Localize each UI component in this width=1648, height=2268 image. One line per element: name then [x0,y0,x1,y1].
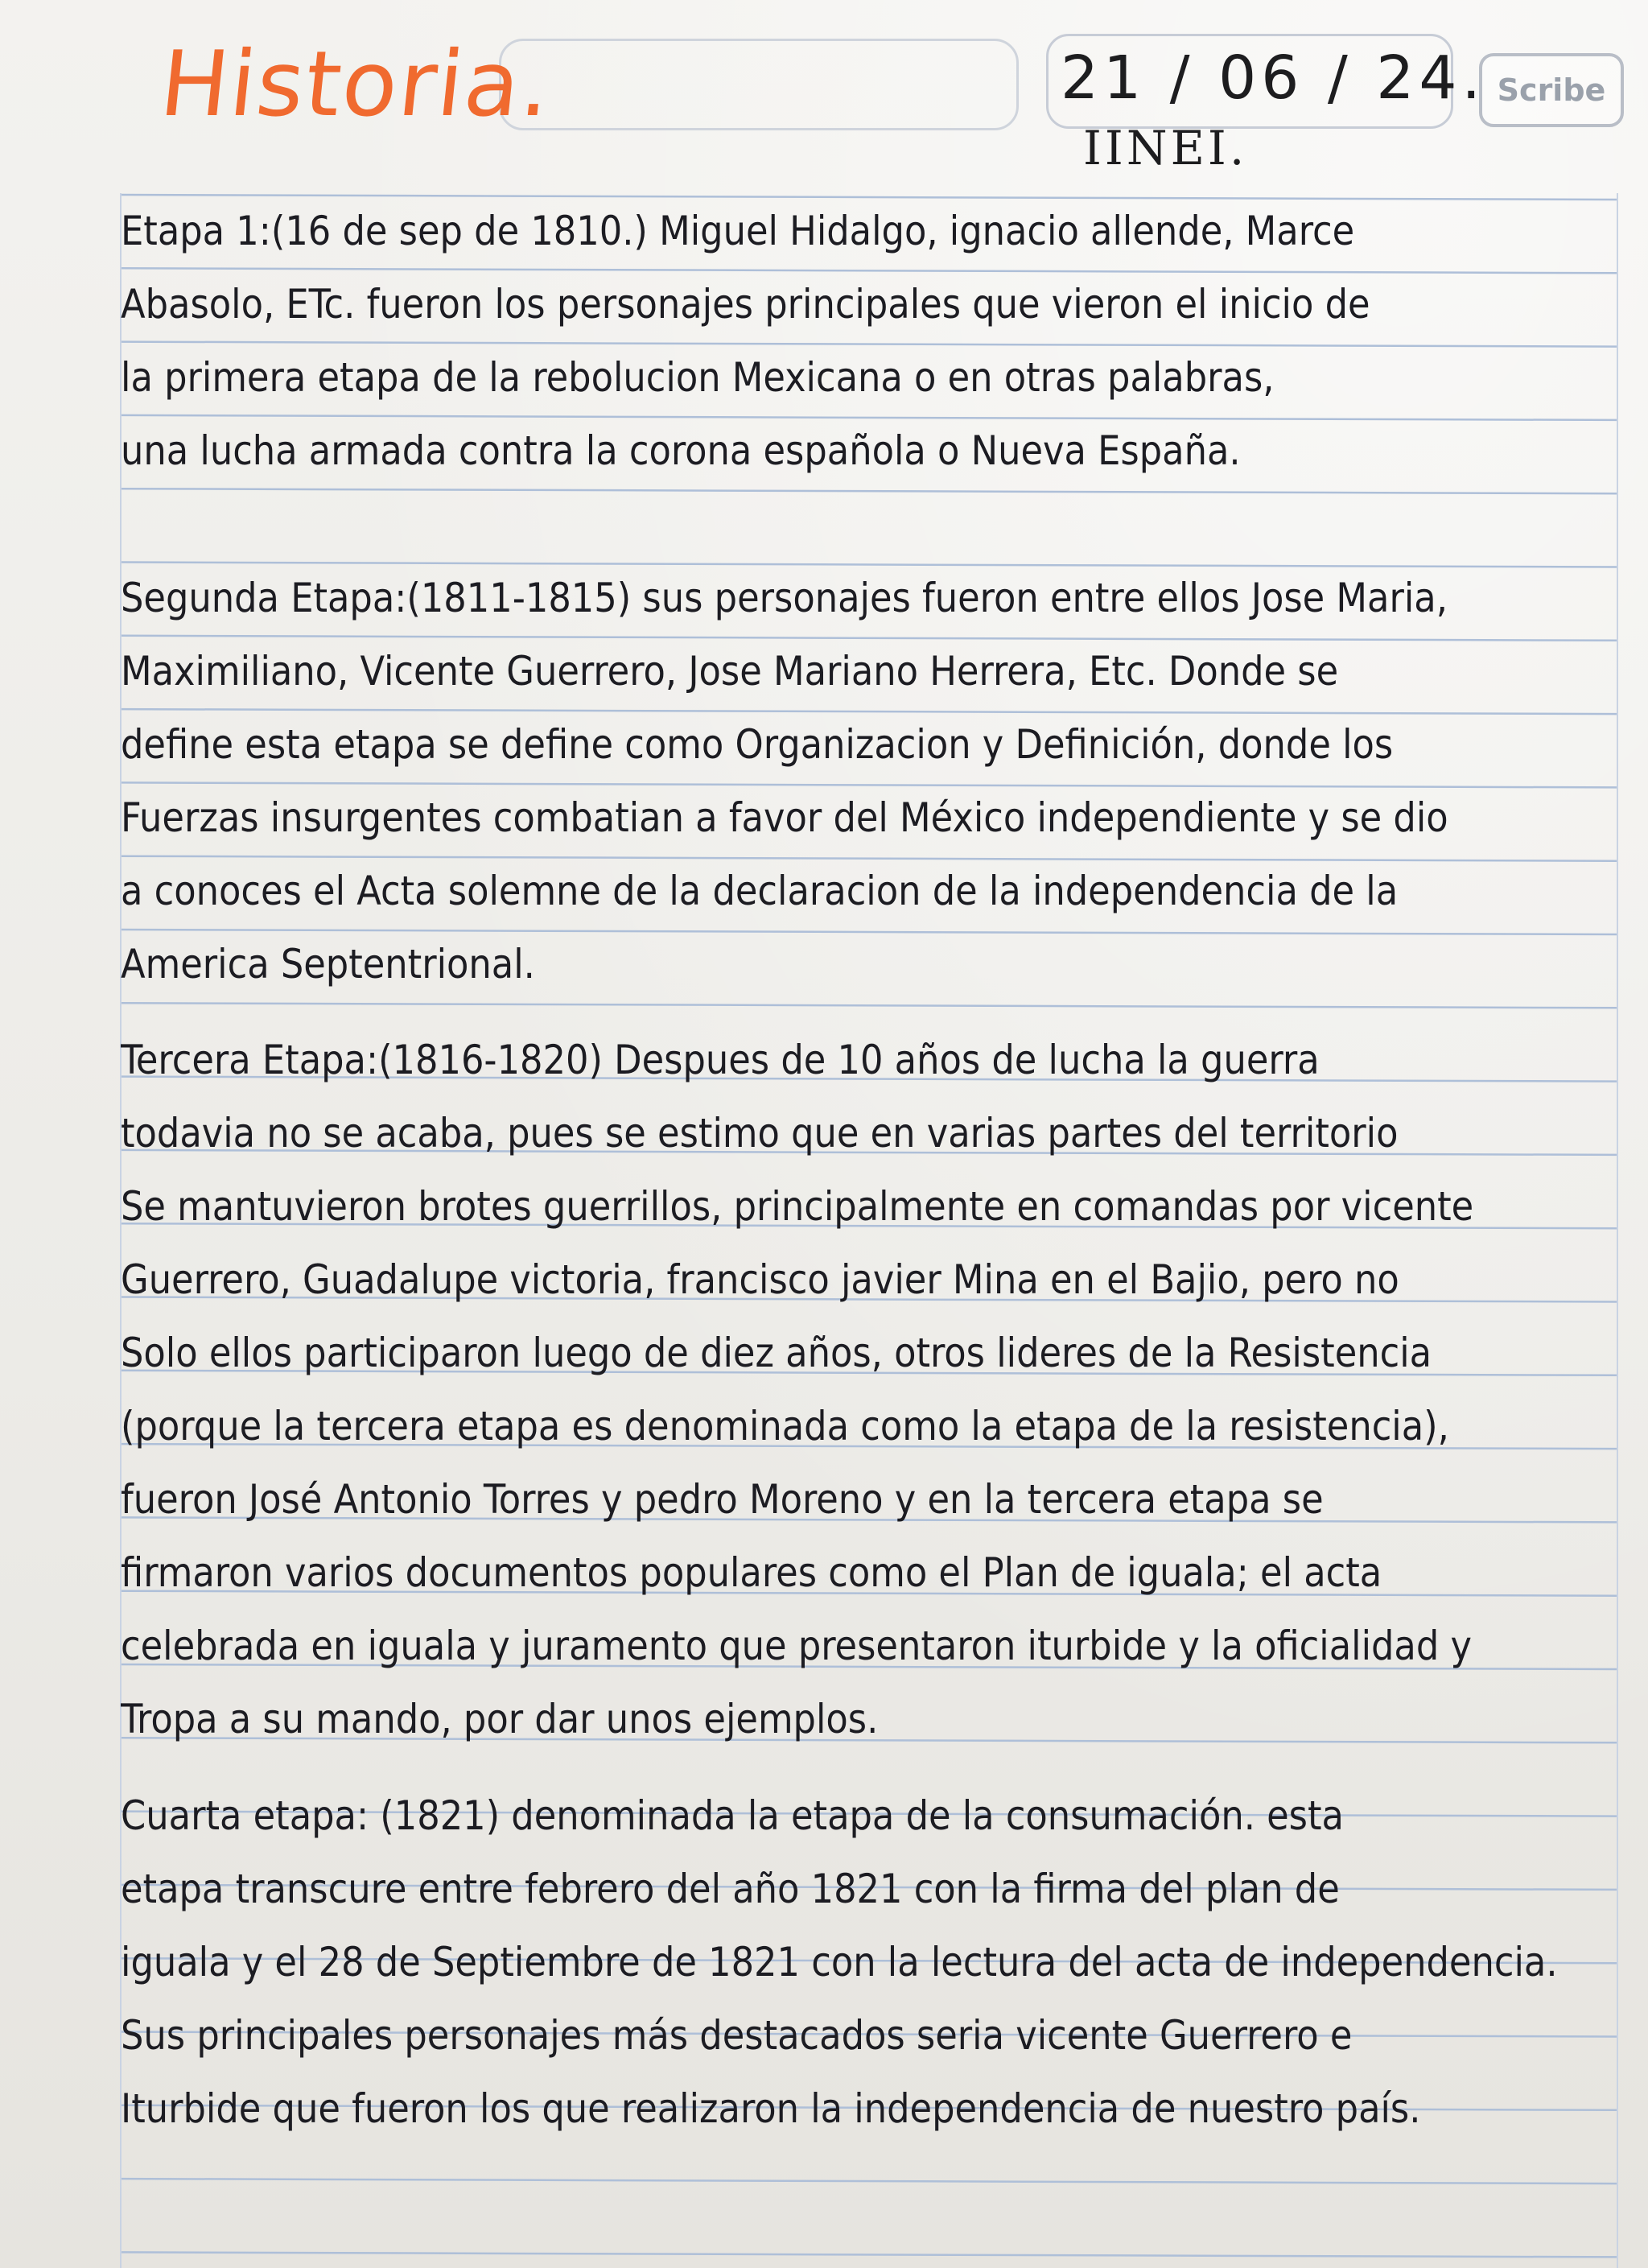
text-line: a conoces el Acta solemne de la declaracion de la independencia de la [121,868,1399,914]
text-line: America Septentrional. [121,941,535,988]
section-etapa-2 [121,562,1617,1001]
text-line: Sus principales personajes más destacados seria vicente Guerrero e [121,2012,1353,2059]
ruled-line [121,1003,1617,1008]
text-line: (porque la tercera etapa es denominada como la etapa de la resistencia), [121,1403,1449,1449]
text-line: Fuerzas insurgentes combatian a favor del México independiente y se dio [121,794,1448,841]
text-line: firmaron varios documentos populares como el Plan de iguala; el acta [121,1549,1382,1596]
text-line: etapa transcure entre febrero del año 1821 con la firma del plan de [121,1866,1340,1912]
text-line: fueron José Antonio Torres y pedro Moreno y en la tercera etapa se [121,1476,1324,1523]
text-line: la primera etapa de la rebolucion Mexicana o en otras palabras, [121,354,1275,401]
section-etapa-3 [121,1024,1617,1756]
text-line: todavia no se acaba, pues se estimo que en varias partes del territorio [121,1110,1399,1157]
text-line: una lucha armada contra la corona española o Nueva España. [121,427,1241,474]
subheading: IINEI. [1083,121,1248,175]
text-line: Cuarta etapa: (1821) denominada la etapa de la consumación. esta [121,1792,1344,1839]
text-line: Tropa a su mando, por dar unos ejemplos. [121,1696,879,1742]
text-line: celebrada en iguala y juramento que presentaron iturbide y la oficialidad y [121,1623,1472,1669]
text-line: Guerrero, Guadalupe victoria, francisco javier Mina en el Bajio, pero no [121,1256,1399,1303]
text-line: iguala y el 28 de Septiembre de 1821 con la lectura del acta de independencia. [121,1939,1558,1986]
text-line: Tercera Etapa:(1816-1820) Despues de 10 años de lucha la guerra [121,1037,1320,1083]
text-line: Solo ellos participaron luego de diez años, otros lideres de la Resistencia [121,1330,1432,1376]
text-line: Iturbide que fueron los que realizaron la independencia de nuestro país. [121,2085,1421,2132]
subject-title: Historia. [155,32,558,137]
section-etapa-1 [121,195,1617,488]
brand-logo [1479,53,1624,127]
ruled-line [121,489,1617,493]
brand-logo-text: Scribe [1497,72,1606,108]
title-field-box [499,39,1019,130]
text-line: Se mantuvieron brotes guerrillos, principalmente en comandas por vicente [121,1183,1474,1230]
text-line: Abasolo, ETc. fueron los personajes principales que vieron el inicio de [121,281,1370,328]
ruled-line [121,2252,1617,2257]
section-etapa-4 [121,1779,1617,2146]
ruled-line [121,2179,1617,2183]
text-line: Maximiliano, Vicente Guerrero, Jose Mariano Herrera, Etc. Donde se [121,648,1339,695]
text-line: define esta etapa se define como Organizacion y Definición, donde los [121,721,1394,768]
date-text: 21 / 06 / 24. [1061,43,1485,113]
text-line: Segunda Etapa:(1811-1815) sus personajes fueron entre ellos Jose Maria, [121,575,1448,621]
text-line: Etapa 1:(16 de sep de 1810.) Miguel Hidalgo, ignacio allende, Marce [121,208,1355,254]
